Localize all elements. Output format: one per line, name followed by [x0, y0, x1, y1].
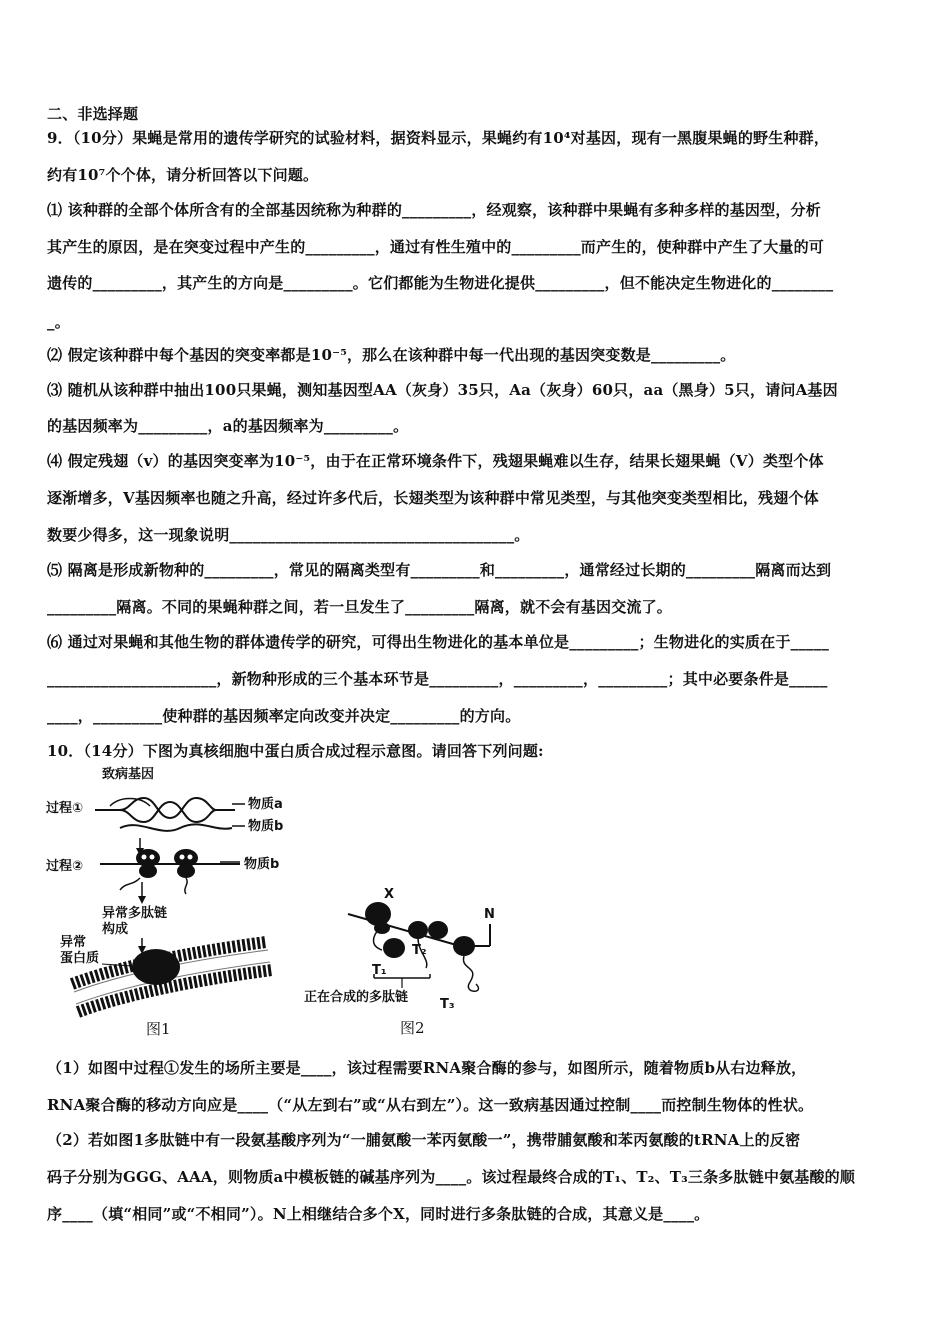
abnormal-protein-label-2: 蛋白质	[60, 951, 100, 966]
ribosome-1	[136, 849, 160, 878]
q10-line: （1）如图中过程①发生的场所主要是____，该过程需要RNA聚合酶的参与，如图所示，随着物质b从右边释放，	[47, 1059, 807, 1077]
abnormal-peptide-label: 异常多肽链	[102, 906, 168, 921]
peptide-chain-1	[120, 878, 140, 890]
t3-label: T₃	[440, 997, 455, 1012]
q9-line: 其产生的原因，是在突变过程中产生的_________，通过有性生殖中的_________而产生的，使种群中产生了大量的可	[47, 238, 825, 256]
abnormal-protein-blob	[132, 949, 180, 985]
figure-1-caption: 图1	[146, 1020, 171, 1038]
q9-line: ⑶ 随机从该种群中抽出100只果蝇，测知基因型AA（灰身）35只，Aa（灰身）60只，aa（黑身）5只，请问A基因	[47, 381, 838, 399]
q9-line: ⑹ 通过对果蝇和其他生物的群体遗传学的研究，可得出生物进化的基本单位是_________；生物进化的实质在于_____	[47, 633, 830, 651]
q9-line: ______________________，新物种形成的三个基本环节是_________，_________，_________；其中必要条件是_____	[47, 670, 828, 688]
substance-b2-label: 物质b	[244, 857, 280, 872]
ribosome-x3	[428, 921, 475, 956]
figure-2-caption: 图2	[400, 1019, 425, 1037]
q9-line: 遗传的_________，其产生的方向是_________。它们都能为生物进化提供_________，但不能决定生物进化的________	[47, 274, 834, 292]
substance-b-label: 物质b	[248, 819, 284, 834]
q10-line: （2）若如图1多肽链中有一段氨基酸序列为“一脯氨酸一苯丙氨酸一”，携带脯氨酸和苯丙氨酸的tRNA上的反密	[47, 1131, 801, 1149]
mrna-strand	[120, 824, 232, 831]
process-2-label: 过程②	[46, 859, 84, 874]
q9-line: ⑴ 该种群的全部个体所含有的全部基因统称为种群的_________，经观察，该种群中果蝇有多种多样的基因型，分析	[47, 201, 821, 219]
q9-line: _。	[47, 313, 70, 331]
q10-line: 码子分别为GGG、AAA，则物质a中模板链的碱基序列为____。该过程最终合成的T₁、T₂、T₃三条多肽链中氨基酸的顺	[47, 1168, 856, 1186]
process-1-label: 过程①	[46, 801, 84, 816]
q9-line: 约有10⁷个个体，请分析回答以下问题。	[47, 166, 319, 184]
q9-line: ⑵ 假定该种群中每个基因的突变率都是10⁻⁵，那么在该种群中每一代出现的基因突变数是_________。	[47, 346, 736, 364]
t2-label: T₂	[412, 943, 427, 958]
q9-line: 的基因频率为_________，a的基因频率为_________。	[47, 417, 409, 435]
q9-line: ⑷ 假定残翅（v）的基因突变率为10⁻⁵，由于在正常环境条件下，残翅果蝇难以生存，结果长翅果蝇（V）类型个体	[47, 452, 824, 470]
peptide-chain-2	[185, 878, 187, 894]
abnormal-protein-label: 异常	[60, 935, 87, 950]
q10-line: RNA聚合酶的移动方向应是____（“从左到右”或“从右到左”）。这一致病基因通过控制____而控制生物体的性状。	[47, 1096, 814, 1114]
figure-1	[40, 766, 290, 1038]
peptide-label: 正在合成的多肽链	[304, 990, 409, 1005]
q9-line: 9．（10分）果蝇是常用的遗传学研究的试验材料，据资料显示，果蝇约有10⁴对基因，现有一黑腹果蝇的野生种群，	[47, 129, 830, 147]
peptide-t3	[463, 956, 478, 991]
section-title: 二、非选择题	[47, 105, 139, 123]
ribosome-2	[174, 849, 198, 878]
figure-2	[300, 866, 520, 1038]
q9-line: 数要少得多，这一现象说明_____________________________________。	[47, 526, 530, 544]
x-label: X	[384, 887, 395, 902]
n-label: N	[484, 907, 495, 922]
dna-helix	[95, 798, 235, 822]
t1-label: T₁	[372, 963, 387, 978]
q9-line: ⑸ 隔离是形成新物种的_________，常见的隔离类型有_________和_________，通常经过长期的_________隔离而达到	[47, 561, 832, 579]
substance-a-label: 物质a	[248, 797, 283, 812]
q10-line: 序____（填“相同”或“不相同”）。N上相继结合多个X，同时进行多条肽链的合成，其意义是____。	[47, 1205, 710, 1223]
gene-label: 致病基因	[102, 767, 155, 782]
q9-line: _________隔离。不同的果蝇种群之间，若一旦发生了_________隔离，就不会有基因交流了。	[47, 598, 673, 616]
abnormal-peptide-label-2: 构成	[102, 922, 129, 937]
q9-line: ____，_________使种群的基因频率定向改变并决定_________的方向。	[47, 707, 521, 725]
q9-line: 逐渐增多，V基因频率也随之升高，经过许多代后，长翅类型为该种群中常见类型，与其他突变类型相比，残翅个体	[47, 489, 819, 507]
q10-intro: 10．（14分）下图为真核细胞中蛋白质合成过程示意图。请回答下列问题:	[47, 742, 544, 760]
